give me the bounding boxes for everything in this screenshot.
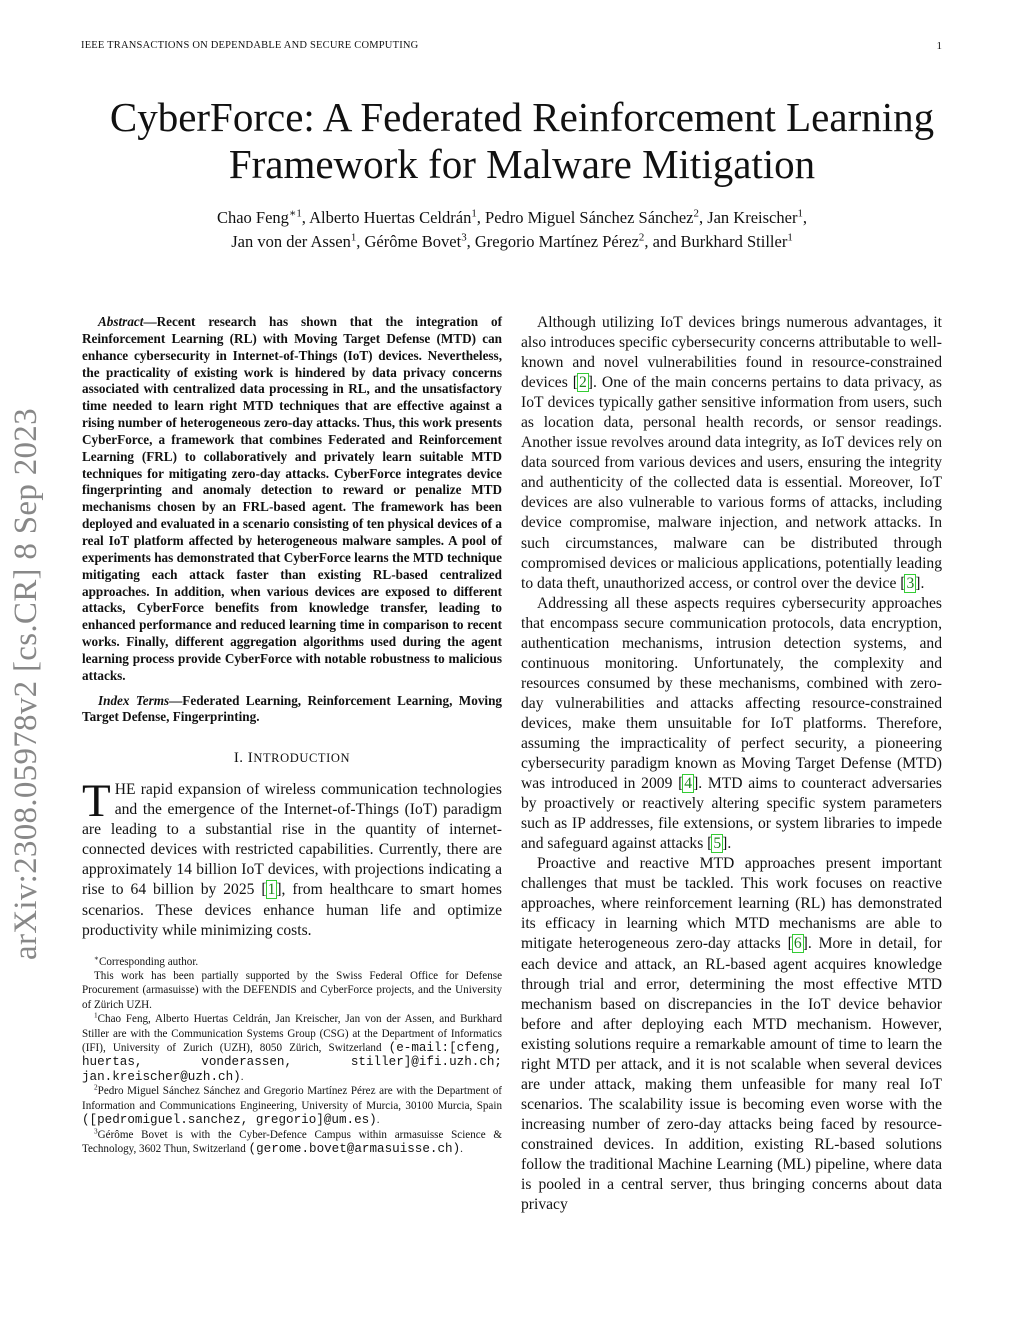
index-terms-lead: Index Terms bbox=[98, 692, 170, 708]
citation-link[interactable]: 3 bbox=[906, 574, 915, 592]
footnote-corresponding: ∗Corresponding author. bbox=[94, 952, 199, 968]
footnotes bbox=[82, 952, 503, 1157]
index-terms-text: —Federated Learning, Reinforcement Learning, Moving Target Defense, Fingerprinting. bbox=[82, 692, 503, 725]
email-link[interactable]: ([pedromiguel.sanchez, gregorio]@um.es) bbox=[82, 1113, 377, 1128]
paragraph-iot-concerns: Although utilizing IoT devices brings numerous advantages, it also introduces specific cybersecurity concerns attributable to well-known and novel vulnerabilities found in resource-constrained devices [2]. One of the main concerns pertains to data privacy, as IoT devices typically gather sensitive information from users, such as location data, personal health records, or sensor readings. Another issue revolves around data integrity, as IoT devices rely on data sourced from various devices and users, ensuring the integrity and authenticity of the collected data is essential. Moreover, IoT devices are also vulnerable to various forms of attacks, including device compromise, malware injection, and network attacks. In such circumstances, malware can be distributed through compromised devices or malicious applications, potentially leading to data theft, unauthorized access, or control over the device [3]. bbox=[521, 314, 942, 592]
drop-cap: T bbox=[82, 775, 111, 828]
author-line-1: Chao Feng$^{∗1}$, Alberto Huertas Celdrán$^1$, Pedro Miguel Sánchez Sánchez$^2$, Jan Kreischer$^1$, bbox=[216, 207, 808, 227]
abstract-text: —Recent research has shown that the integration of Reinforcement Learning (RL) with Moving Target Defense (MTD) can enhance cybersecurity in Internet-of-Things (IoT) devices. Nevertheless, the practicality of existing work is hindered by data privacy concerns associated with centralized data processing in RL, and the unsatisfactory time needed to learn right MTD techniques that are effective against a rising number of heterogeneous zero-day attacks. Thus, this work presents CyberForce, a framework that combines Federated and Reinforcement Learning (FRL) to collaboratively and privately learn suitable MTD techniques for mitigating zero-day attacks. CyberForce integrates device fingerprinting and anomaly detection to reward or penalize MTD mechanisms chosen by an FRL-based agent. The framework has been deployed and evaluated in a scenario consisting of ten physical devices of a real IoT platform affected by heterogeneous malware samples. A pool of experiments has demonstrated that CyberForce learns the MTD technique mitigating each attack faster than existing RL-based centralized approaches. In addition, when various devices are exposed to different attacks, CyberForce benefits from knowledge transfer, leading to enhanced performance and reduced learning time in comparison to recent works. Finally, different aggregation algorithms used during the agent learning process provide CyberForce with notable robustness to malicious attacks. bbox=[82, 314, 502, 683]
title-line-1: CyberForce: A Federated Reinforcement Learning bbox=[109, 94, 935, 140]
email-link[interactable]: (gerome.bovet@armasuisse.ch) bbox=[248, 1141, 461, 1156]
arxiv-watermark[interactable]: arXiv:2308.05978v2 [cs.CR] 8 Sep 2023 bbox=[8, 408, 44, 960]
title-line-2: Framework for Malware Mitigation bbox=[228, 141, 816, 187]
footnote-3: $^3$Gérôme Bovet is with the Cyber-Defence Campus within armasuisse Science & Technology, 3602 Thun, Switzerland (gerome.bovet@armasuisse.ch). bbox=[82, 1125, 502, 1156]
footnote-funding: This work has been partially supported by the Swiss Federal Office for Defense Procurement (armasuisse) with the DEFENDIS and CyberForce projects, and the University of Zürich UZH. bbox=[82, 970, 502, 1011]
citation-link[interactable]: 5 bbox=[713, 835, 722, 853]
left-column bbox=[82, 314, 502, 1156]
footnote-1: $^1$Chao Feng, Alberto Huertas Celdrán, Jan Kreischer, Jan von der Assen, and Burkhard Stiller are with the Communication Systems Group (CSG) at the Department of Informatics (IFI), University of Zurich (UZH), 8050 Zürich, Switzerland (e-mail:[cfeng, huertas, vonderassen, stiller]@ifi.uzh.ch; jan.kreischer@uzh.ch). bbox=[82, 1010, 503, 1084]
citation-link[interactable]: 2 bbox=[579, 374, 587, 392]
running-header: IEEE TRANSACTIONS ON DEPENDABLE AND SECURE COMPUTING bbox=[81, 40, 419, 51]
abstract-lead: Abstract bbox=[98, 314, 144, 329]
right-column bbox=[521, 313, 942, 1215]
paragraph-mtd-intro: Addressing all these aspects requires cybersecurity approaches that encompass secure communication protocols, data encryption, authentication mechanisms, intrusion detection systems, and continuous monitoring. Unfortunately, the complexity and resources consumed by these mechanisms, combined with zero-day vulnerabilities and attacks affecting resource-constrained devices, make them unsuitable for IoT platforms. Therefore, assuming the impracticality of perfect security, a pioneering cybersecurity paradigm known as Moving Target Defense (MTD) was introduced in 2009 [4]. MTD aims to counteract adversaries by proactively or reactively altering specific system parameters such as IP addresses, file extensions, or system libraries to impede and safeguard against attacks [5]. bbox=[521, 594, 942, 853]
citation-link[interactable]: 6 bbox=[793, 935, 802, 953]
author-line-2: Jan von der Assen$^1$, Gérôme Bovet$^3$, Gregorio Martínez Pérez$^2$, and Burkhard Stiller$^1$ bbox=[231, 231, 793, 251]
author-list bbox=[80, 206, 944, 254]
index-terms bbox=[82, 693, 502, 727]
footnote-2: $^2$Pedro Miguel Sánchez Sánchez and Gregorio Martínez Pérez are with the Department of Information and Communications Engineering, University of Murcia, 30100 Murcia, Spain ([pedromiguel.sanchez, gregorio]@um.es). bbox=[82, 1082, 502, 1128]
email-link[interactable]: (e-mail:[cfeng, huertas, vonderassen, stiller]@ifi.uzh.ch; jan.kreischer@uzh.ch) bbox=[82, 1041, 503, 1084]
section-heading-introduction: I. INTRODUCTION bbox=[233, 750, 351, 767]
abstract bbox=[82, 314, 502, 685]
paper-title bbox=[60, 94, 984, 188]
paragraph-rl-challenges: Proactive and reactive MTD approaches present important challenges that must be tackled. This work focuses on reactive approaches, where reinforcement learning (RL) has demonstrated its efficacy in learning which MTD mechanisms are able to mitigate heterogeneous zero-day attacks [6]. More in detail, for each device and attack, an RL-based agent acquires knowledge through trial and error, determining the most effective MTD mechanism based on discrepancies in the IoT device behavior before and after deploying each MTD mechanism. However, existing solutions require a remarkable amount of time to learn the right MTD per attack, and it is not scalable when several devices are under attack, making them unfeasible for many real IoT scenarios. The scalability issue is becoming even worse with the increasing number of zero-day attacks being faced by resource-constrained devices. In addition, existing RL-based solutions follow the traditional Machine Learning (ML) pipeline, where data is pooled in a central server, thus bringing concerns about data privacy bbox=[521, 855, 943, 1214]
intro-paragraph: THE rapid expansion of wireless communication technologies and the emergence of the Internet-of-Things (IoT) paradigm are leading to a substantial rise in the quantity of internet-connected devices with restricted capabilities. Currently, there are approximately 14 billion IoT devices, with projections indicating a rise to 64 billion by 2025 [1], from healthcare to smart homes scenarios. These devices enhance human life and optimize productivity while minimizing costs. bbox=[82, 775, 502, 939]
citation-link[interactable]: 4 bbox=[684, 775, 693, 793]
page-number: 1 bbox=[936, 40, 942, 52]
citation-link[interactable]: 1 bbox=[267, 881, 276, 899]
